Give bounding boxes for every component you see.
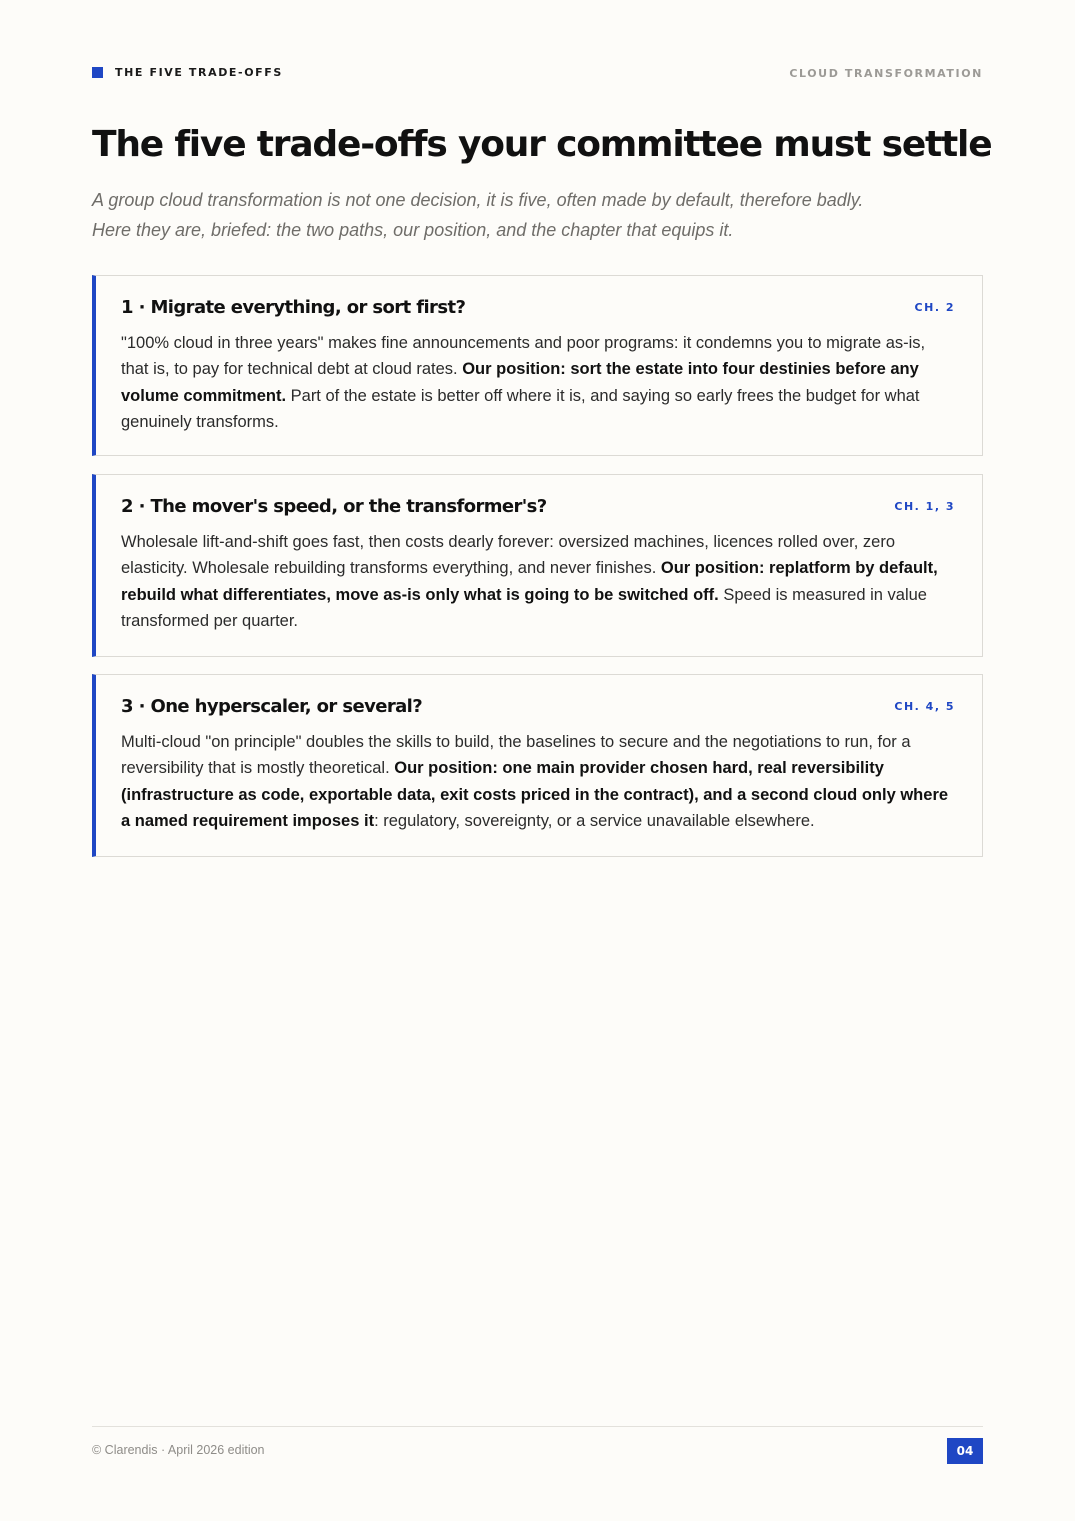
tradeoff-card bbox=[92, 674, 983, 857]
footer-copyright: © Clarendis · April 2026 edition bbox=[92, 1443, 265, 1457]
page-title: The five trade-offs your committee must settle bbox=[92, 124, 992, 165]
running-header bbox=[92, 66, 983, 82]
tradeoff-card-header bbox=[121, 696, 955, 722]
intro-line: Here they are, briefed: the two paths, our position, and the chapter that equips it. bbox=[92, 220, 734, 240]
chapter-reference: CH. 1, 3 bbox=[894, 500, 955, 513]
chapter-reference: CH. 2 bbox=[914, 301, 955, 314]
section-label bbox=[92, 66, 283, 79]
intro-paragraph bbox=[92, 185, 972, 245]
tradeoff-rationale: Speed is measured in value transformed per quarter. bbox=[121, 585, 927, 630]
tradeoff-card-header bbox=[121, 297, 955, 323]
tradeoff-rationale: : regulatory, sovereignty, or a service unavailable elsewhere. bbox=[374, 811, 815, 830]
tradeoff-card bbox=[92, 275, 983, 456]
tradeoff-context: Multi-cloud "on principle" doubles the skills to build, the baselines to secure and the negotiations to run, for a reversibility that is mostly theoretical. bbox=[121, 733, 911, 778]
footer-divider bbox=[92, 1426, 983, 1427]
document-title: CLOUD TRANSFORMATION bbox=[789, 67, 983, 80]
section-name: THE FIVE TRADE-OFFS bbox=[115, 66, 283, 79]
section-marker-icon bbox=[92, 67, 103, 78]
chapter-reference: CH. 4, 5 bbox=[894, 700, 955, 713]
tradeoff-position: Our position: replatform by default, rebuild what differentiates, move as-is only what is going to be switched off. bbox=[121, 559, 938, 604]
page-number-badge: 04 bbox=[947, 1438, 983, 1464]
tradeoff-title: 3 · One hyperscaler, or several? bbox=[121, 696, 423, 717]
tradeoff-position: Our position: one main provider chosen hard, real reversibility (infrastructure as code, exportable data, exit costs priced in the contract), and a second cloud only where a named requirement imposes it bbox=[121, 759, 949, 830]
tradeoff-title: 1 · Migrate everything, or sort first? bbox=[121, 297, 466, 318]
tradeoff-body bbox=[121, 729, 955, 834]
tradeoff-position: Our position: sort the estate into four destinies before any volume commitment. bbox=[121, 360, 919, 405]
tradeoff-rationale: Part of the estate is better off where it is, and saying so early frees the budget for what genuinely transforms. bbox=[121, 386, 920, 431]
intro-line: A group cloud transformation is not one decision, it is five, often made by default, therefore badly. bbox=[92, 190, 864, 210]
tradeoff-context: "100% cloud in three years" makes fine announcements and poor programs: it condemns you to migrate as-is, that is, to pay for technical debt at cloud rates. bbox=[121, 334, 926, 379]
tradeoff-title: 2 · The mover's speed, or the transformer's? bbox=[121, 496, 547, 517]
tradeoff-card-header bbox=[121, 496, 955, 522]
tradeoff-context: Wholesale lift-and-shift goes fast, then costs dearly forever: oversized machines, licences rolled over, zero elasticity. Wholesale rebuilding transforms everything, and never finishes. bbox=[121, 533, 896, 578]
tradeoff-card bbox=[92, 474, 983, 657]
tradeoff-body bbox=[121, 529, 955, 634]
tradeoff-body bbox=[121, 330, 955, 435]
